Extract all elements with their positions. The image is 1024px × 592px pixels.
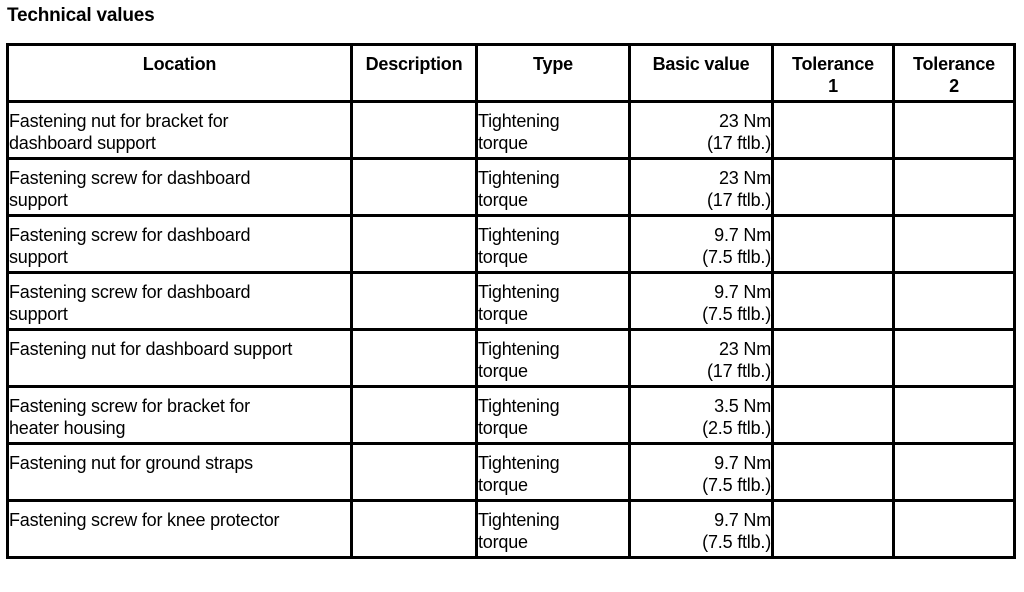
location-line1: Fastening nut for dashboard support [9, 339, 293, 359]
cell-type [478, 331, 631, 388]
cell-basic-value [631, 502, 774, 559]
value-imperial: (17 ftlb.) [706, 190, 771, 210]
location-line2: support [9, 190, 68, 210]
header-tolerance-2-line1: Tolerance [913, 54, 995, 74]
cell-description [353, 217, 478, 274]
cell-tolerance-2 [895, 445, 1016, 502]
cell-tolerance-1 [774, 160, 895, 217]
cell-basic-value [631, 274, 774, 331]
header-description: Description [353, 46, 478, 103]
value-imperial: (7.5 ftlb.) [702, 475, 771, 495]
cell-tolerance-2 [895, 331, 1016, 388]
location-line2: support [9, 304, 68, 324]
cell-type [478, 445, 631, 502]
type-line2: torque [478, 133, 528, 153]
cell-type [478, 502, 631, 559]
value-metric: 9.7 Nm [714, 510, 771, 530]
cell-tolerance-2 [895, 217, 1016, 274]
cell-description [353, 445, 478, 502]
cell-description [353, 331, 478, 388]
table-row [9, 274, 1016, 331]
value-imperial: (17 ftlb.) [706, 361, 771, 381]
type-line1: Tightening [478, 396, 560, 416]
type-line2: torque [478, 418, 528, 438]
value-imperial: (17 ftlb.) [706, 133, 771, 153]
type-line2: torque [478, 304, 528, 324]
cell-tolerance-1 [774, 331, 895, 388]
cell-type [478, 103, 631, 160]
value-metric: 23 Nm [718, 339, 771, 359]
table-body [9, 103, 1016, 559]
value-metric: 3.5 Nm [714, 396, 771, 416]
cell-type [478, 274, 631, 331]
cell-basic-value [631, 388, 774, 445]
technical-values-table [6, 43, 1016, 559]
type-line2: torque [478, 532, 528, 552]
cell-tolerance-2 [895, 160, 1016, 217]
cell-basic-value [631, 331, 774, 388]
type-line2: torque [478, 361, 528, 381]
cell-basic-value [631, 217, 774, 274]
location-line1: Fastening screw for dashboard [9, 225, 251, 245]
cell-location [9, 217, 353, 274]
value-metric: 9.7 Nm [714, 225, 771, 245]
cell-location [9, 160, 353, 217]
cell-description [353, 274, 478, 331]
cell-basic-value [631, 160, 774, 217]
table-header [9, 46, 1016, 103]
location-line1: Fastening nut for ground straps [9, 453, 253, 473]
header-type: Type [478, 46, 631, 103]
type-line1: Tightening [478, 168, 560, 188]
cell-description [353, 103, 478, 160]
cell-location [9, 388, 353, 445]
location-line2: dashboard support [9, 133, 156, 153]
type-line2: torque [478, 190, 528, 210]
location-line1: Fastening screw for dashboard [9, 168, 251, 188]
cell-type [478, 160, 631, 217]
cell-description [353, 388, 478, 445]
value-metric: 23 Nm [718, 111, 771, 131]
cell-location [9, 274, 353, 331]
value-imperial: (7.5 ftlb.) [702, 247, 771, 267]
location-line1: Fastening screw for knee protector [9, 510, 280, 530]
table-row [9, 388, 1016, 445]
type-line1: Tightening [478, 111, 560, 131]
header-basic-value: Basic value [631, 46, 774, 103]
cell-type [478, 388, 631, 445]
value-metric: 23 Nm [718, 168, 771, 188]
type-line1: Tightening [478, 282, 560, 302]
location-line2: support [9, 247, 68, 267]
header-tolerance-2-line2: 2 [949, 76, 959, 96]
cell-tolerance-1 [774, 388, 895, 445]
header-tolerance-1-line2: 1 [828, 76, 838, 96]
header-tolerance-2 [895, 46, 1016, 103]
cell-location [9, 502, 353, 559]
cell-tolerance-1 [774, 217, 895, 274]
cell-tolerance-2 [895, 388, 1016, 445]
cell-tolerance-1 [774, 502, 895, 559]
table-row [9, 103, 1016, 160]
value-imperial: (2.5 ftlb.) [702, 418, 771, 438]
cell-tolerance-1 [774, 445, 895, 502]
type-line2: torque [478, 475, 528, 495]
cell-basic-value [631, 445, 774, 502]
location-line2: heater housing [9, 418, 126, 438]
header-tolerance-1 [774, 46, 895, 103]
value-imperial: (7.5 ftlb.) [702, 304, 771, 324]
type-line1: Tightening [478, 510, 560, 530]
table-row [9, 331, 1016, 388]
cell-basic-value [631, 103, 774, 160]
table-row [9, 217, 1016, 274]
type-line1: Tightening [478, 339, 560, 359]
value-metric: 9.7 Nm [714, 282, 771, 302]
value-metric: 9.7 Nm [714, 453, 771, 473]
cell-location [9, 331, 353, 388]
table-row [9, 445, 1016, 502]
cell-type [478, 217, 631, 274]
header-row [9, 46, 1016, 103]
type-line1: Tightening [478, 225, 560, 245]
type-line1: Tightening [478, 453, 560, 473]
cell-tolerance-1 [774, 274, 895, 331]
table-row [9, 160, 1016, 217]
location-line1: Fastening screw for bracket for [9, 396, 250, 416]
header-tolerance-1-line1: Tolerance [792, 54, 874, 74]
cell-location [9, 103, 353, 160]
cell-tolerance-2 [895, 274, 1016, 331]
header-location: Location [9, 46, 353, 103]
cell-tolerance-1 [774, 103, 895, 160]
cell-location [9, 445, 353, 502]
cell-description [353, 160, 478, 217]
cell-tolerance-2 [895, 502, 1016, 559]
type-line2: torque [478, 247, 528, 267]
cell-tolerance-2 [895, 103, 1016, 160]
page-title: Technical values [7, 5, 155, 26]
location-line1: Fastening screw for dashboard [9, 282, 251, 302]
value-imperial: (7.5 ftlb.) [702, 532, 771, 552]
cell-description [353, 502, 478, 559]
location-line1: Fastening nut for bracket for [9, 111, 229, 131]
table-row [9, 502, 1016, 559]
